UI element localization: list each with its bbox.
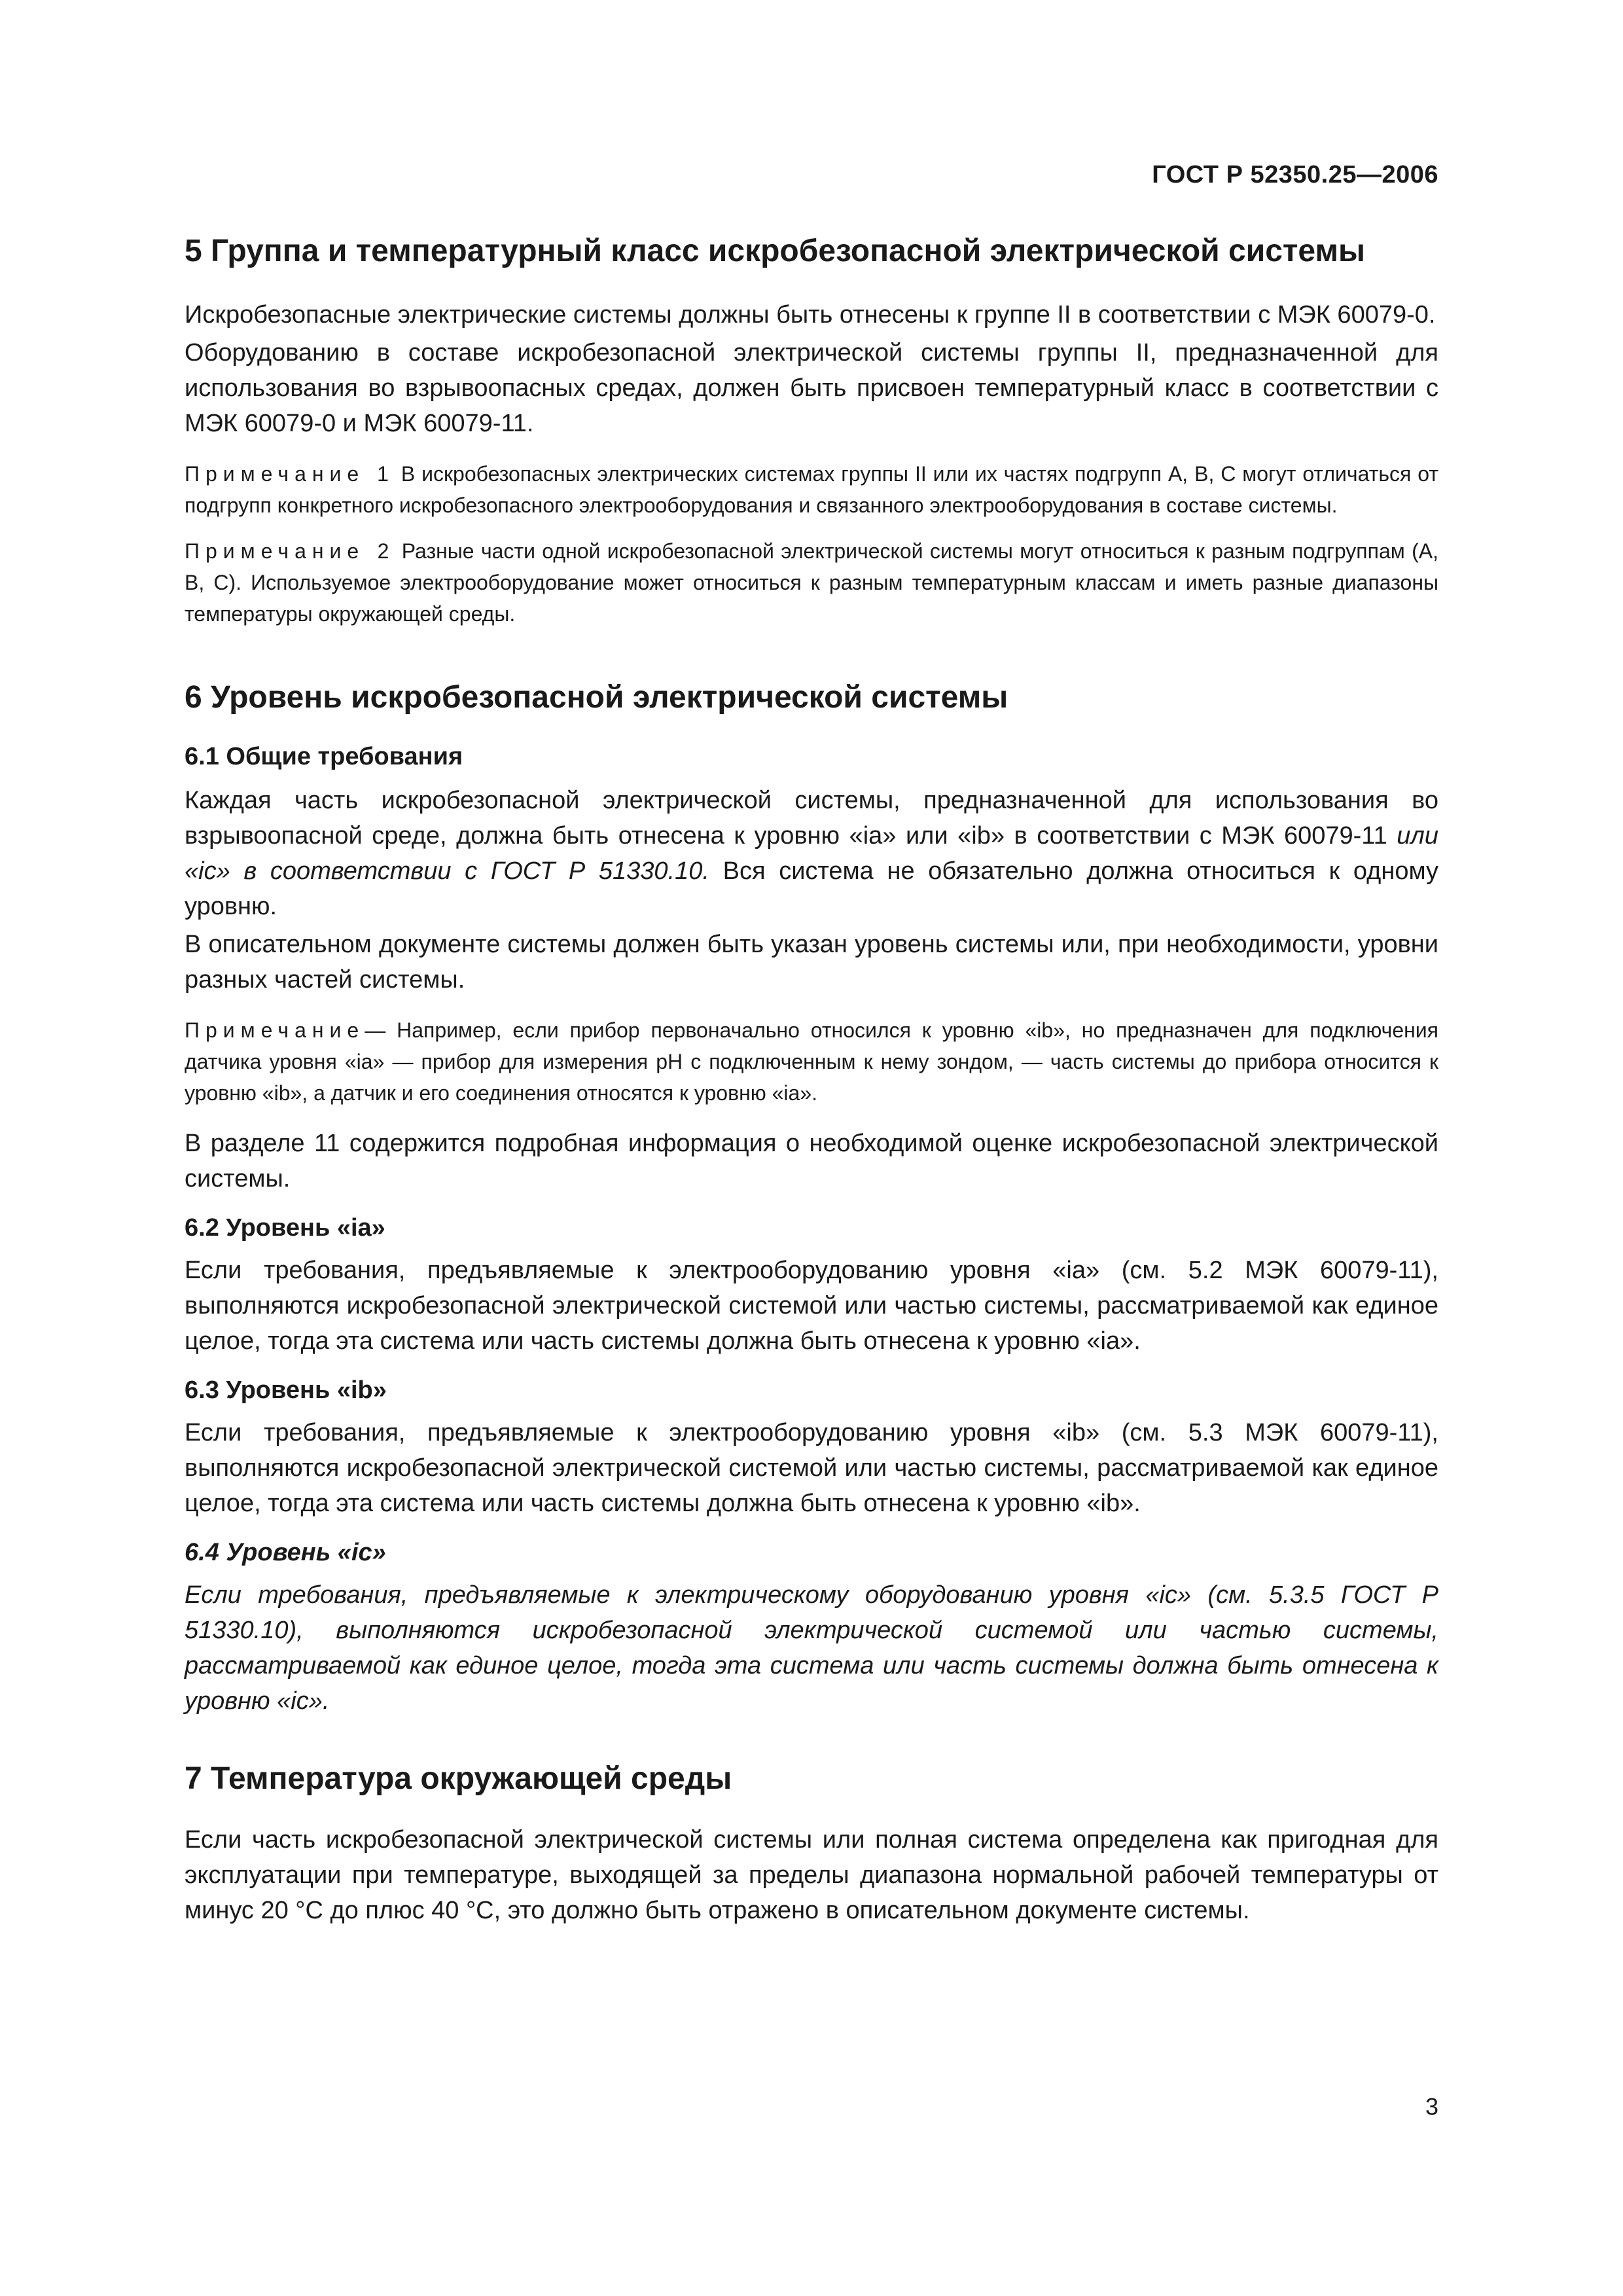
section-7-paragraph-1: Если часть искробезопасной электрической системы или полная система определена как пригодная для эксплуатации при температуре, выходящей за пределы диапазона нормальной рабочей температуры от минус 20 °С до плюс 40 °С, это должно быть отражено в описательном документе системы. [185, 1826, 1438, 1924]
subsection-6-3-title: 6.3 Уровень «ib» [185, 1376, 387, 1404]
document-body [185, 223, 1438, 1928]
section-5-note-2 [185, 535, 1438, 630]
subsection-6-4-title: 6.4 Уровень «ic» [185, 1539, 386, 1566]
subsection-6-1-note [185, 1014, 1438, 1109]
standard-header: ГОСТ Р 52350.25—2006 [1152, 161, 1438, 188]
subsection-6-1-title: 6.1 Общие требования [185, 743, 463, 770]
note-label: Примечание 1 [185, 462, 395, 486]
subsection-6-1-paragraph-1: Каждая часть искробезопасной электрической системы, предназначенной для использования во взрывоопасной среде, должна быть отнесена к уровню «ia» или «ib» в соответствии с МЭК 60079-11 или «ic» в соответствии с ГОСТ Р 51330.10. Вся система не обязательно должна относиться к одному уровню. [185, 787, 1439, 920]
subsection-6-1-paragraph-2: В описательном документе системы должен быть указан уровень системы или, при необходимости, уровни разных частей системы. [185, 931, 1438, 994]
subsection-6-1-paragraph-3: В разделе 11 содержится подробная информация о необходимой оценке искробезопасной электрической системы. [185, 1130, 1438, 1193]
section-5-note-1 [185, 458, 1438, 521]
page-number: 3 [1425, 2093, 1438, 2120]
section-5-paragraph-2: Оборудованию в составе искробезопасной электрической системы группы II, предназначенной для использования во взрывоопасных средах, должен быть присвоен температурный класс в соответствии с МЭК 60079-0 и МЭК 60079-11. [185, 339, 1438, 437]
note-text: Разные части одной искробезопасной электрической системы могут относиться к разным подгруппам (А, В, С). Используемое электрооборудование может относиться к разным температурным классам и иметь разные диапазоны температуры окружающей среды. [185, 539, 1439, 626]
note-text: В искробезопасных электрических системах группы II или их частях подгрупп А, В, С могут отличаться от подгрупп конкретного искробезопасного электрооборудования и связанного электрооборудования в составе системы. [185, 462, 1439, 517]
note-text: — Например, если прибор первоначально относился к уровню «ib», но предназначен для подключения датчика уровня «ia» — прибор для измерения pH с подключенным к нему зондом, — часть системы до прибора относится к уровню «ib», а датчик и его соединения относятся к уровню «ia». [185, 1018, 1438, 1105]
note-label: Примечание 2 [185, 539, 395, 563]
section-5-paragraph-1: Искробезопасные электрические системы должны быть отнесены к группе II в соответствии с МЭК 60079-0. [185, 301, 1436, 329]
subsection-6-4-paragraph: Если требования, предъявляемые к электрическому оборудованию уровня «ic» (см. 5.3.5 ГОСТ Р 51330.10), выполняются искробезопасной электрической системой или частью системы, рассматриваемой как единое целое, тогда эта система или часть системы должна быть отнесена к уровню «ic». [185, 1581, 1438, 1715]
note-label: Примечание [185, 1018, 365, 1042]
subsection-6-2-paragraph: Если требования, предъявляемые к электрооборудованию уровня «ia» (см. 5.2 МЭК 60079-11), выполняются искробезопасной электрической системой или частью системы, рассматриваемой как единое целое, тогда эта система или часть системы должна быть отнесена к уровню «ia». [185, 1257, 1438, 1355]
section-6-title: 6 Уровень искробезопасной электрической системы [185, 680, 1008, 715]
section-7-title: 7 Температура окружающей среды [185, 1761, 732, 1796]
subsection-6-2-title: 6.2 Уровень «ia» [185, 1214, 385, 1242]
section-5-title: 5 Группа и температурный класс искробезопасной электрической системы [185, 234, 1365, 268]
subsection-6-3-paragraph: Если требования, предъявляемые к электрооборудованию уровня «ib» (см. 5.3 МЭК 60079-11), выполняются искробезопасной электрической системой или частью системы, рассматриваемой как единое целое, тогда эта система или часть системы должна быть отнесена к уровню «ib». [185, 1419, 1438, 1517]
